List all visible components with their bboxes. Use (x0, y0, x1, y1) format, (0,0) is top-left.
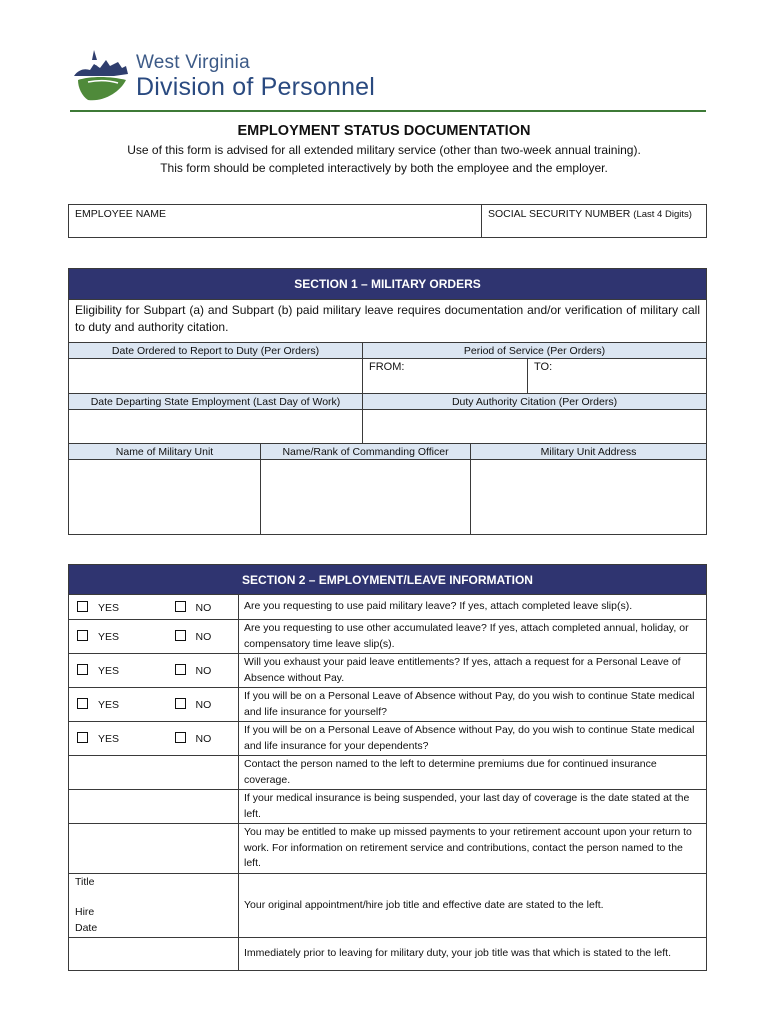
hire-label: Hire (75, 906, 95, 918)
checkbox-icon[interactable] (175, 601, 186, 612)
employee-info-table (68, 204, 707, 238)
header-rule (70, 110, 706, 112)
ssn-field[interactable] (482, 205, 707, 238)
duty-authority-label: Duty Authority Citation (Per Orders) (363, 394, 707, 410)
q1-text: Are you requesting to use paid military leave? If yes, attach completed leave slip(s). (239, 595, 707, 620)
date-ordered-field[interactable] (69, 359, 363, 394)
checkbox-icon[interactable] (77, 698, 88, 709)
retirement-contact-field[interactable] (69, 824, 239, 874)
insurance-contact-field[interactable] (69, 756, 239, 790)
employee-name-label: EMPLOYEE NAME (75, 208, 167, 220)
q2-text: Are you requesting to use other accumulated leave? If yes, attach completed annual, holiday, or compensatory time leave slip(s). (239, 620, 707, 654)
checkbox-icon[interactable] (77, 601, 88, 612)
ssn-note: (Last 4 Digits) (633, 209, 692, 220)
section1-table (68, 268, 707, 445)
section2-table (68, 564, 707, 971)
page-title: EMPLOYMENT STATUS DOCUMENTATION (237, 123, 531, 139)
q3-text: Will you exhaust your paid leave entitlements? If yes, attach a request for a Personal Leave of Absence without Pay. (239, 654, 707, 688)
checkbox-icon[interactable] (175, 732, 186, 743)
date-departing-label: Date Departing State Employment (Last Day of Work) (69, 394, 363, 410)
to-label: TO: (534, 361, 553, 373)
checkbox-icon[interactable] (77, 664, 88, 675)
info-row-1-text: Contact the person named to the left to determine premiums due for continued insurance coverage. (239, 756, 707, 790)
section1-heading: SECTION 1 – MILITARY ORDERS (69, 269, 707, 300)
unit-address-label: Military Unit Address (471, 444, 707, 460)
to-field[interactable] (528, 359, 707, 394)
q3-no-option[interactable]: NO (169, 654, 239, 688)
section2-heading: SECTION 2 – EMPLOYMENT/LEAVE INFORMATION (69, 565, 707, 595)
q4-no-option[interactable]: NO (169, 688, 239, 722)
q5-no-option[interactable]: NO (169, 722, 239, 756)
subtitle-2: This form should be completed interactively by both the employee and the employer. (160, 161, 608, 175)
unit-name-field[interactable] (69, 460, 261, 535)
ssn-label: SOCIAL SECURITY NUMBER (488, 208, 631, 220)
org-line1: West Virginia (136, 52, 250, 73)
q5-text: If you will be on a Personal Leave of Absence without Pay, do you wish to continue State medical and life insurance for your dependents? (239, 722, 707, 756)
from-label: FROM: (369, 361, 405, 373)
period-of-service-label: Period of Service (Per Orders) (363, 343, 707, 359)
info-row-2-text: If your medical insurance is being suspended, your last day of coverage is the date stated at the left. (239, 790, 707, 824)
q1-yes-option[interactable]: YES (69, 595, 169, 620)
commanding-officer-field[interactable] (261, 460, 471, 535)
checkbox-icon[interactable] (77, 732, 88, 743)
unit-name-label: Name of Military Unit (69, 444, 261, 460)
q3-yes-option[interactable]: YES (69, 654, 169, 688)
q1-no-option[interactable]: NO (169, 595, 239, 620)
q2-yes-option[interactable]: YES (69, 620, 169, 654)
date-departing-field[interactable] (69, 410, 363, 445)
west-virginia-map-icon (70, 46, 134, 106)
checkbox-icon[interactable] (175, 698, 186, 709)
checkbox-icon[interactable] (77, 630, 88, 641)
coverage-end-date-field[interactable] (69, 790, 239, 824)
employee-name-field[interactable] (69, 205, 482, 238)
from-field[interactable] (363, 359, 528, 394)
q5-yes-option[interactable]: YES (69, 722, 169, 756)
division-of-personnel-logo (70, 46, 390, 108)
checkbox-icon[interactable] (175, 664, 186, 675)
section1-unit-table (68, 443, 707, 535)
info-row-3-text: You may be entitled to make up missed payments to your retirement account upon your return to work. For information on retirement service and contributions, contact the person named to the left. (239, 824, 707, 874)
org-line2: Division of Personnel (136, 73, 376, 101)
checkbox-icon[interactable] (175, 630, 186, 641)
q2-no-option[interactable]: NO (169, 620, 239, 654)
last-row-text: Immediately prior to leaving for military duty, your job title was that which is stated to the left. (239, 938, 707, 971)
title-hire-date-field[interactable] (69, 873, 239, 938)
date-ordered-label: Date Ordered to Report to Duty (Per Orders) (69, 343, 363, 359)
title-hire-text: Your original appointment/hire job title and effective date are stated to the left. (239, 873, 707, 938)
q4-text: If you will be on a Personal Leave of Absence without Pay, do you wish to continue State medical and life insurance for yourself? (239, 688, 707, 722)
q4-yes-option[interactable]: YES (69, 688, 169, 722)
subtitle-1: Use of this form is advised for all extended military service (other than two-week annual training). (127, 143, 641, 157)
prior-job-title-field[interactable] (69, 938, 239, 971)
commanding-officer-label: Name/Rank of Commanding Officer (261, 444, 471, 460)
duty-authority-field[interactable] (363, 410, 707, 445)
unit-address-field[interactable] (471, 460, 707, 535)
date-label: Date (75, 921, 98, 934)
title-label: Title (75, 875, 95, 888)
section1-eligibility: Eligibility for Subpart (a) and Subpart (b) paid military leave requires documentation and/or verification of military call to duty and authority citation. (69, 300, 707, 343)
